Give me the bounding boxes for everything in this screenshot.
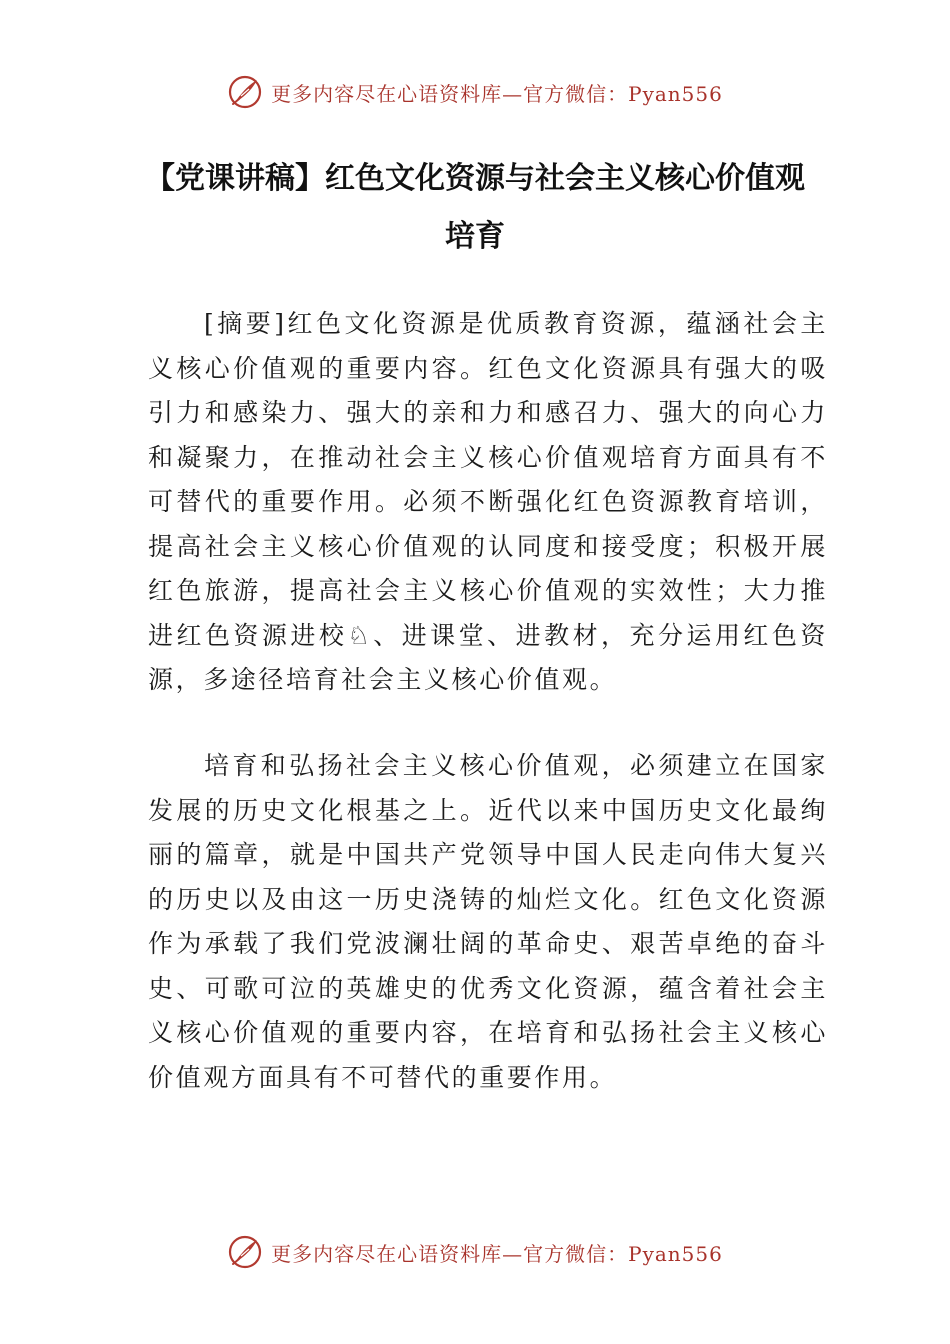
abstract-paragraph: [摘要]红色文化资源是优质教育资源，蕴涵社会主义核心价值观的重要内容。红色文化资源具有强大的吸引力和感染力、强大的亲和力和感召力、强大的向心力和凝聚力，在推动社会主义核心价值观培育方面具有不可替代的重要作用。必须不断强化红色资源教育培训，提高社会主义核心价值观的认同度和接受度；积极开展红色旅游，提高社会主义核心价值观的实效性；大力推进红色资源进校♘、进课堂、进教材，充分运用红色资源，多途径培育社会主义核心价值观。 [148, 309, 828, 694]
footer-banner-text: 更多内容尽在心语资料库—官方微信：Pyan556 [271, 1241, 723, 1266]
header-banner [0, 72, 950, 112]
body-paragraph: 培育和弘扬社会主义核心价值观，必须建立在国家发展的历史文化根基之上。近代以来中国历史文化最绚丽的篇章，就是中国共产党领导中国人民走向伟大复兴的历史以及由这一历史浇铸的灿烂文化。红色文化资源作为承载了我们党波澜壮阔的革命史、艰苦卓绝的奋斗史、可歌可泣的英雄史的优秀文化资源，蕴含着社会主义核心价值观的重要内容，在培育和弘扬社会主义核心价值观方面具有不可替代的重要作用。 [148, 751, 828, 1092]
header-banner-text: 更多内容尽在心语资料库—官方微信：Pyan556 [271, 81, 723, 106]
quill-pen-logo-icon [227, 74, 263, 110]
document-title: 【党课讲稿】红色文化资源与社会主义核心价值观培育 [145, 161, 805, 254]
footer-banner [0, 1232, 950, 1272]
quill-pen-logo-icon [227, 1234, 263, 1270]
